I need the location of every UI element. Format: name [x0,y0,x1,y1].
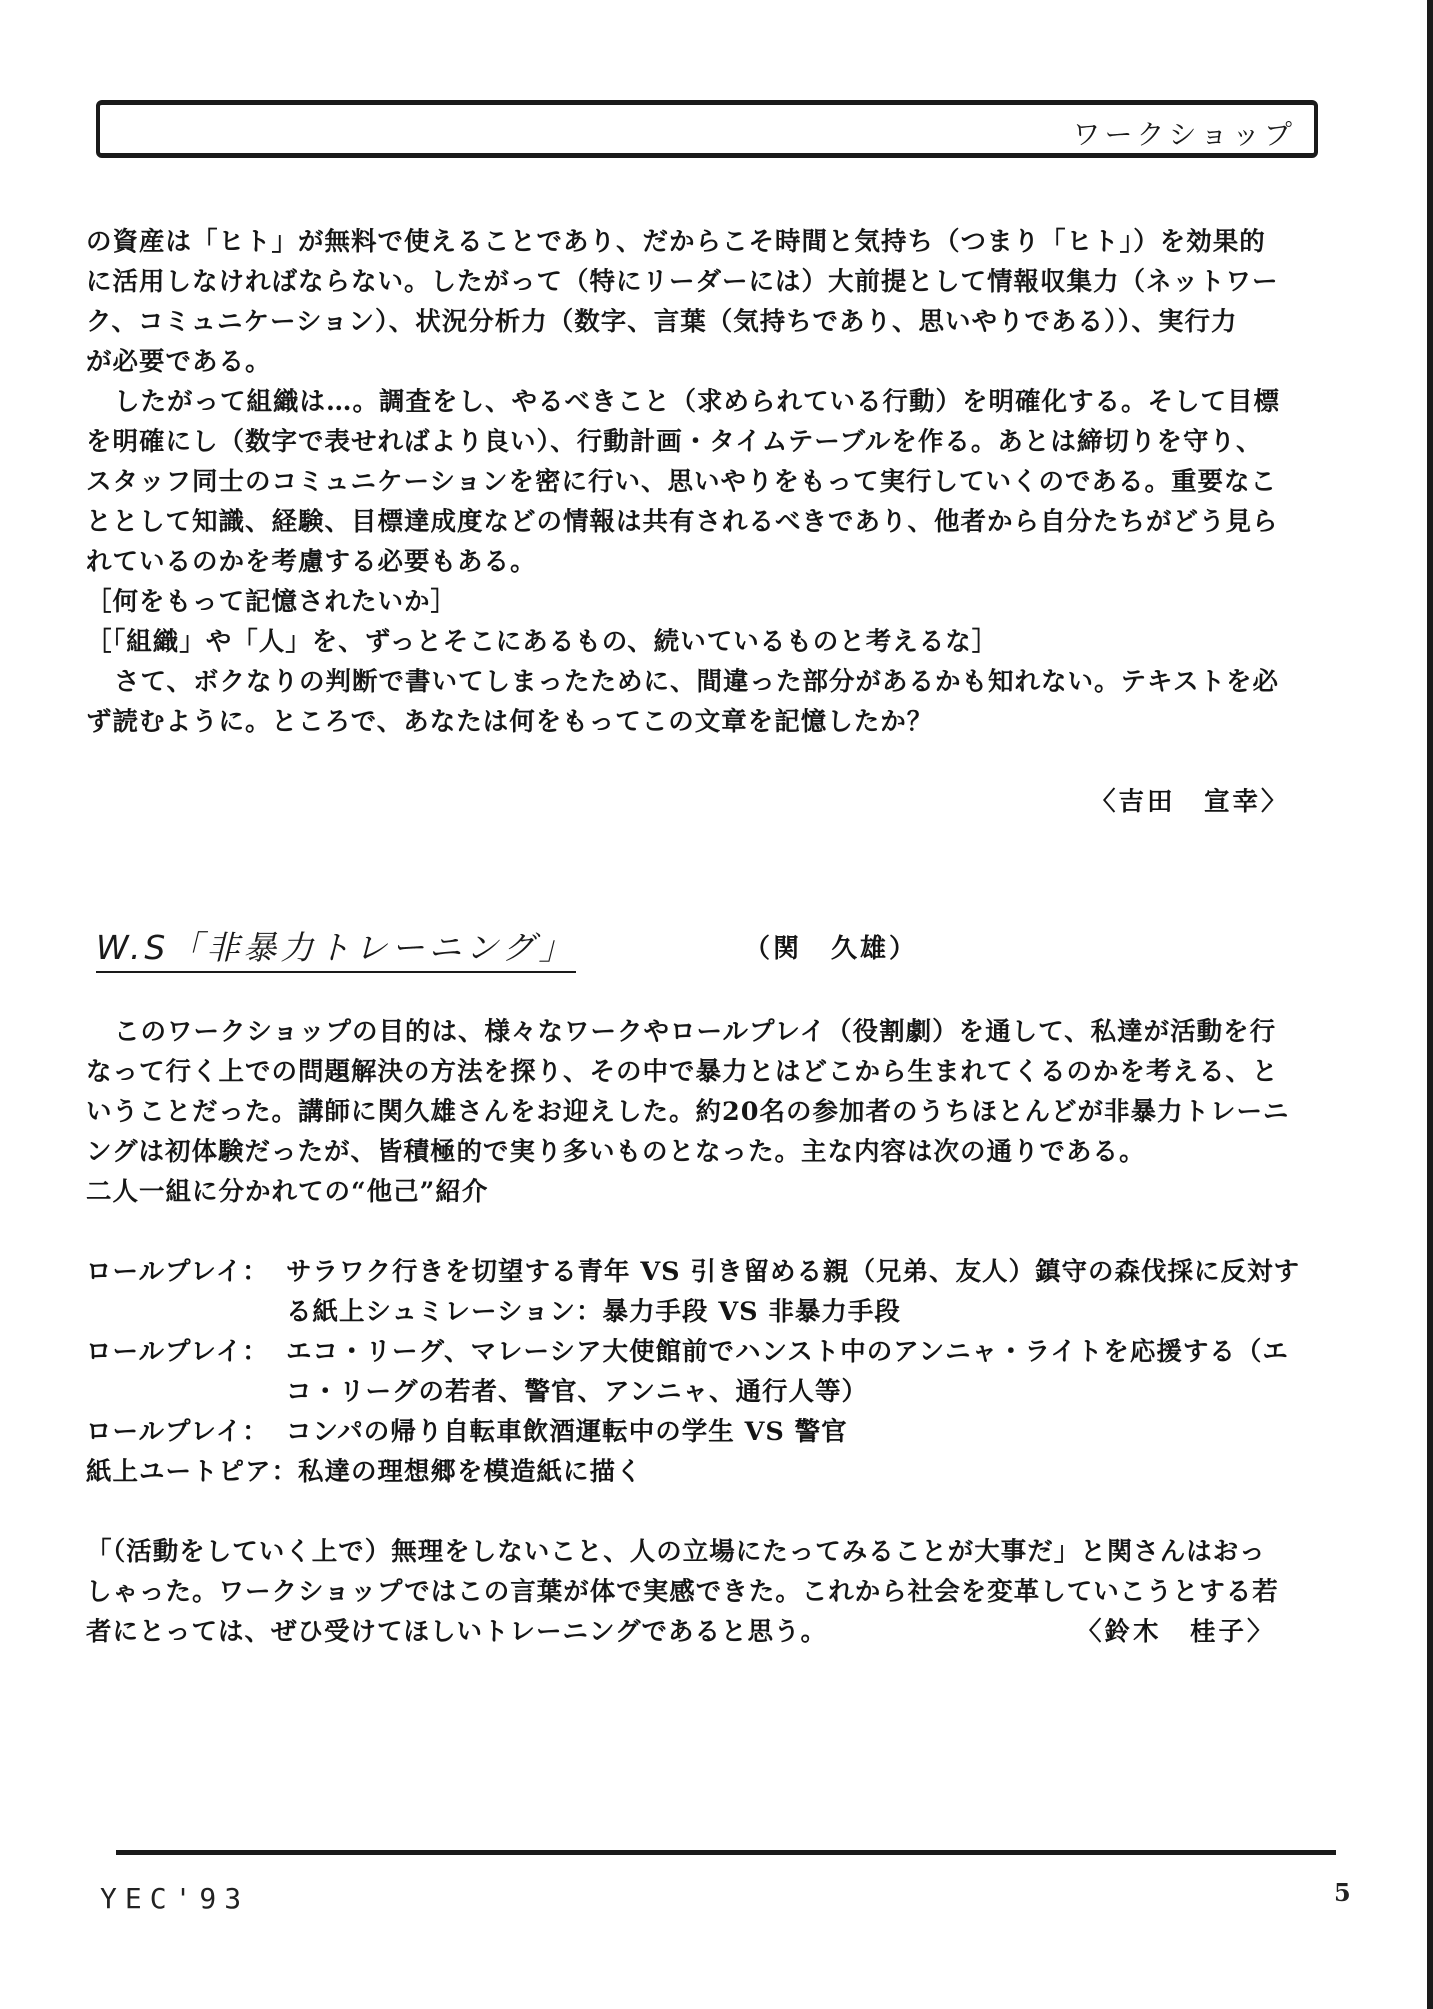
page-edge-shadow [1427,0,1433,2009]
article-2-line: なって行く上での問題解決の方法を探り、その中で暴力とはどこから生まれてくるのかを考える、と [86,1057,1279,1087]
article-1-heading-line: ［「組織」や「人」を、ずっとそこにあるもの、続いているものと考えるな］ [86,627,999,657]
article-1-signature: 〈吉田 宣幸〉 [1090,787,1290,817]
article-2-closing-line: しゃった。ワークショップではこの言葉が体で実感できた。これから社会を変革していこうとする若 [86,1577,1279,1607]
article-1-line: れているのかを考慮する必要もある。 [86,547,537,577]
section-header-box [96,100,1318,158]
activity-text: サラワク行きを切望する青年 VS 引き留める親（兄弟、友人）鎮守の森伐採に反対す [286,1257,1300,1287]
article-1-line: が必要である。 [86,347,272,377]
section-header-label: ワークショップ [1072,118,1296,151]
article-1-line: ず読むように。ところで、あなたは何をもってこの文章を記憶したか？ [86,707,934,737]
article-2-author: （関 久雄） [744,934,919,964]
article-1-line: ク、コミュニケーション）、状況分析力（数字、言葉（気持ちであり、思いやりである））、実行力 [86,307,1238,337]
article-1 [86,222,1336,742]
activity-text: エコ・リーグ、マレーシア大使館前でハンスト中のアンニャ・ライトを応援する（エ [286,1337,1289,1367]
activity-item [86,1452,1336,1492]
article-2-line: いうことだった。講師に関久雄さんをお迎えした。約20名の参加者のうちほとんどが非暴力トレーニ [86,1097,1290,1127]
page-number: 5 [1334,1878,1351,1907]
article-1-line: さて、ボクなりの判断で書いてしまったために、間違った部分があるかも知れない。テキストを必 [114,667,1279,697]
activity-item [86,1332,1336,1372]
activity-item [86,1412,1336,1452]
activity-item [86,1252,1336,1292]
activity-label: ロールプレイ： [86,1257,269,1287]
activity-label: 紙上ユートピア： [86,1457,299,1487]
article-1-line: を明確にし（数字で表せればより良い）、行動計画・タイムテーブルを作る。あとは締切りを守り、 [86,427,1263,457]
article-2-title: W.S「非暴力トレーニング」 [96,922,576,973]
activity-label: ロールプレイ： [86,1417,269,1447]
article-1-line: の資産は「ヒト」が無料で使えることであり、だからこそ時間と気持ち（つまり「ヒト」）を効果的 [86,227,1266,257]
article-2-closing-line: 「（活動をしていく上で）無理をしないこと、人の立場にたってみることが大事だ」と関さんはおっ [86,1537,1266,1567]
article-1-heading-line: ［何をもって記憶されたいか］ [86,587,458,617]
activity-continuation: る紙上シュミレーション：暴力手段 VS 非暴力手段 [286,1297,901,1327]
article-1-line: ととして知識、経験、目標達成度などの情報は共有されるべきであり、他者から自分たちがどう見ら [86,507,1279,537]
footer-publication: YEC'93 [100,1882,250,1915]
footer-rule [116,1850,1336,1855]
article-1-line: したがって組織は…。調査をし、やるべきこと（求められている行動）を明確化する。そして目標 [114,387,1281,417]
activity-label: ロールプレイ： [86,1337,269,1367]
activity-text: コンパの帰り自転車飲酒運転中の学生 VS 警官 [286,1417,848,1447]
article-2-line: このワークショップの目的は、様々なワークやロールプレイ（役割劇）を通して、私達が活動を行 [114,1017,1277,1047]
article-2-signature: 〈鈴木 桂子〉 [1076,1617,1276,1647]
article-2-activity-list [86,1252,1336,1492]
article-2-intro [86,1012,1336,1212]
article-2-closing-line: 者にとっては、ぜひ受けてほしいトレーニングであると思う。 [86,1617,827,1647]
activity-text: 私達の理想郷を模造紙に描く [298,1457,643,1487]
activity-continuation: コ・リーグの若者、警官、アンニャ、通行人等） [286,1377,868,1407]
article-2-line: ングは初体験だったが、皆積極的で実り多いものとなった。主な内容は次の通りである。 [86,1137,1146,1167]
article-1-line: に活用しなければならない。したがって（特にリーダーには）大前提として情報収集力（ネットワー [86,267,1279,297]
article-1-line: スタッフ同士のコミュニケーションを密に行い、思いやりをもって実行していくのである。重要なこ [86,467,1277,497]
article-2-item: 二人一組に分かれての“他己”紹介 [86,1177,489,1207]
